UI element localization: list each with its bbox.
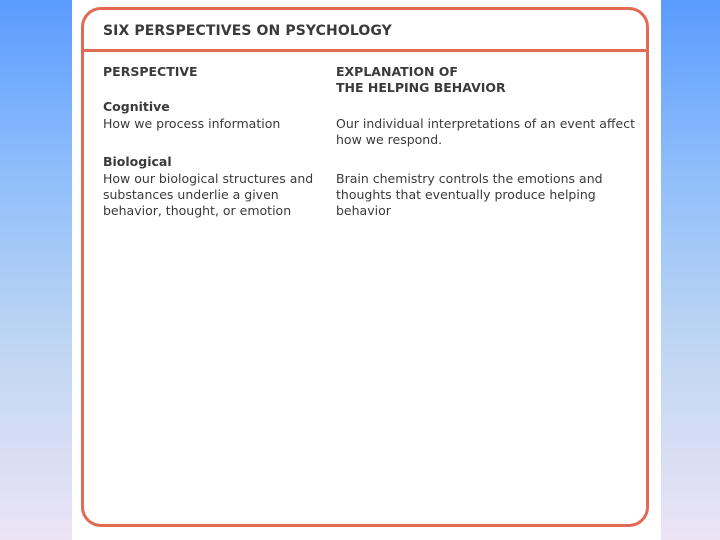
explanation-line: how we respond. <box>336 132 443 147</box>
description-line: substances underlie a given <box>103 187 279 202</box>
perspective-name-cognitive: Cognitive <box>103 99 170 114</box>
slide-page <box>72 0 661 540</box>
explanation-biological <box>336 171 603 219</box>
explanation-header-line: THE HELPING BEHAVIOR <box>336 80 506 95</box>
description-line: How our biological structures and <box>103 171 314 186</box>
perspective-name-biological: Biological <box>103 154 172 169</box>
explanation-line: Our individual interpretations of an event affect <box>336 116 636 131</box>
perspective-description-cognitive <box>103 116 280 132</box>
perspective-column-header: PERSPECTIVE <box>103 64 198 79</box>
card-title: SIX PERSPECTIVES ON PSYCHOLOGY <box>103 23 392 39</box>
explanation-line: thoughts that eventually produce helping <box>336 187 596 202</box>
explanation-column-header <box>336 64 506 96</box>
description-line: How we process information <box>103 116 281 131</box>
perspectives-card <box>81 7 649 527</box>
explanation-line: Brain chemistry controls the emotions and <box>336 171 603 186</box>
explanation-line: behavior <box>336 203 391 218</box>
explanation-cognitive <box>336 116 635 148</box>
title-divider <box>84 49 646 52</box>
perspective-description-biological <box>103 171 313 219</box>
description-line: behavior, thought, or emotion <box>103 203 292 218</box>
explanation-header-line: EXPLANATION OF <box>336 64 458 79</box>
